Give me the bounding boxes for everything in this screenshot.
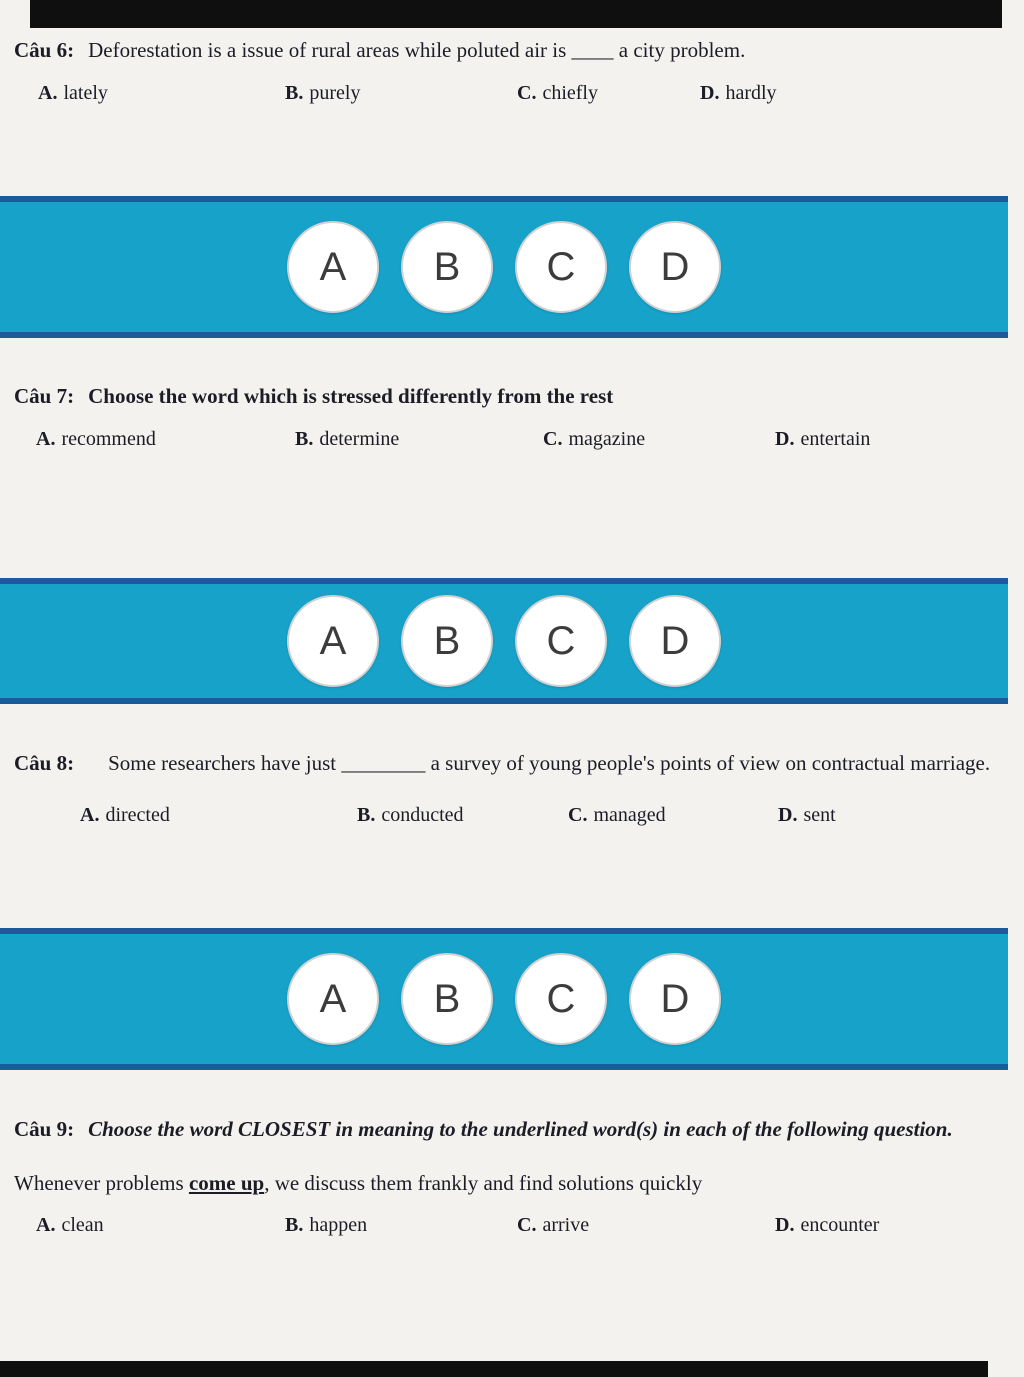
option-c: [517, 80, 700, 106]
option-c: [543, 426, 775, 452]
option-a: [38, 80, 285, 106]
question-8-text-line: [14, 748, 1008, 778]
answer-c-button[interactable]: C: [515, 221, 607, 313]
question-7: [0, 382, 1024, 452]
question-8-label: Câu 8:: [14, 751, 75, 775]
option-c-letter: C.: [568, 804, 588, 826]
question-9-text-line: [14, 1114, 1008, 1144]
option-a-text: recommend: [61, 428, 156, 450]
option-a-letter: A.: [80, 804, 100, 826]
option-a-letter: A.: [36, 428, 56, 450]
answer-d-button[interactable]: D: [629, 221, 721, 313]
question-6-label: Câu 6:: [14, 38, 75, 62]
sentence-prefix: Whenever problems: [14, 1171, 189, 1195]
question-7-text: Choose the word which is stressed differently from the rest: [88, 384, 614, 408]
option-b-letter: B.: [285, 1214, 304, 1236]
question-6-options: [14, 80, 1008, 106]
answer-c-button[interactable]: C: [515, 595, 607, 687]
option-d-text: hardly: [725, 82, 777, 104]
question-7-options: [14, 426, 1008, 452]
option-a-text: lately: [63, 82, 108, 104]
option-b-letter: B.: [295, 428, 314, 450]
option-a-text: clean: [61, 1214, 104, 1236]
question-9-options: [14, 1212, 1008, 1238]
option-a: [80, 802, 357, 828]
question-9: [0, 1114, 1024, 1238]
option-d: [775, 1212, 1008, 1238]
question-6: [0, 36, 1024, 106]
option-a-text: directed: [105, 804, 170, 826]
option-d-text: sent: [803, 804, 836, 826]
option-c-letter: C.: [517, 82, 537, 104]
option-a: [36, 426, 295, 452]
option-a-letter: A.: [38, 82, 58, 104]
option-b-text: happen: [309, 1214, 368, 1236]
option-a: [36, 1212, 285, 1238]
option-b-text: purely: [309, 82, 361, 104]
option-c: [517, 1212, 775, 1238]
option-b: [295, 426, 543, 452]
option-c: [568, 802, 778, 828]
option-c-text: arrive: [542, 1214, 590, 1236]
answer-band-q6: [0, 196, 1008, 338]
answer-b-button[interactable]: B: [401, 595, 493, 687]
option-d-text: encounter: [800, 1214, 880, 1236]
question-6-text: Deforestation is a issue of rural areas while poluted air is ____ a city problem.: [88, 38, 746, 62]
option-d-letter: D.: [778, 804, 798, 826]
sentence-underlined-phrase: come up: [188, 1171, 265, 1195]
option-b-text: conducted: [381, 804, 464, 826]
option-c-text: chiefly: [542, 82, 598, 104]
question-7-text-line: [14, 382, 1008, 410]
question-8-options: [14, 802, 1008, 828]
option-d-letter: D.: [775, 428, 795, 450]
option-c-text: magazine: [568, 428, 646, 450]
top-bar: [30, 0, 1002, 28]
question-8-text: Some researchers have just ________ a survey of young people's points of view on contractual marriage.: [108, 751, 991, 775]
option-d-letter: D.: [775, 1214, 795, 1236]
option-d: [775, 426, 1008, 452]
answer-d-button[interactable]: D: [629, 953, 721, 1045]
option-b-letter: B.: [357, 804, 376, 826]
answer-a-button[interactable]: A: [287, 953, 379, 1045]
option-d: [778, 802, 1008, 828]
question-9-label: Câu 9:: [14, 1117, 75, 1141]
answer-c-button[interactable]: C: [515, 953, 607, 1045]
option-a-letter: A.: [36, 1214, 56, 1236]
question-8: [0, 748, 1024, 828]
option-c-letter: C.: [543, 428, 563, 450]
answer-band-q8: [0, 928, 1008, 1070]
option-b-text: determine: [319, 428, 400, 450]
question-9-text: Choose the word CLOSEST in meaning to the underlined word(s) in each of the following question.: [88, 1117, 953, 1141]
answer-a-button[interactable]: A: [287, 221, 379, 313]
answer-b-button[interactable]: B: [401, 221, 493, 313]
option-b-letter: B.: [285, 82, 304, 104]
option-c-text: managed: [593, 804, 666, 826]
option-d: [700, 80, 1008, 106]
question-9-sentence: [14, 1168, 1008, 1198]
answer-d-button[interactable]: D: [629, 595, 721, 687]
option-c-letter: C.: [517, 1214, 537, 1236]
bottom-bar: [0, 1361, 988, 1377]
sentence-suffix: , we discuss them frankly and find solutions quickly: [264, 1171, 703, 1195]
answer-b-button[interactable]: B: [401, 953, 493, 1045]
option-d-letter: D.: [700, 82, 720, 104]
question-6-text-line: [14, 36, 1008, 64]
question-7-label: Câu 7:: [14, 384, 75, 408]
option-b: [357, 802, 568, 828]
answer-band-q7: [0, 578, 1008, 704]
answer-a-button[interactable]: A: [287, 595, 379, 687]
option-d-text: entertain: [800, 428, 871, 450]
option-b: [285, 80, 517, 106]
option-b: [285, 1212, 517, 1238]
